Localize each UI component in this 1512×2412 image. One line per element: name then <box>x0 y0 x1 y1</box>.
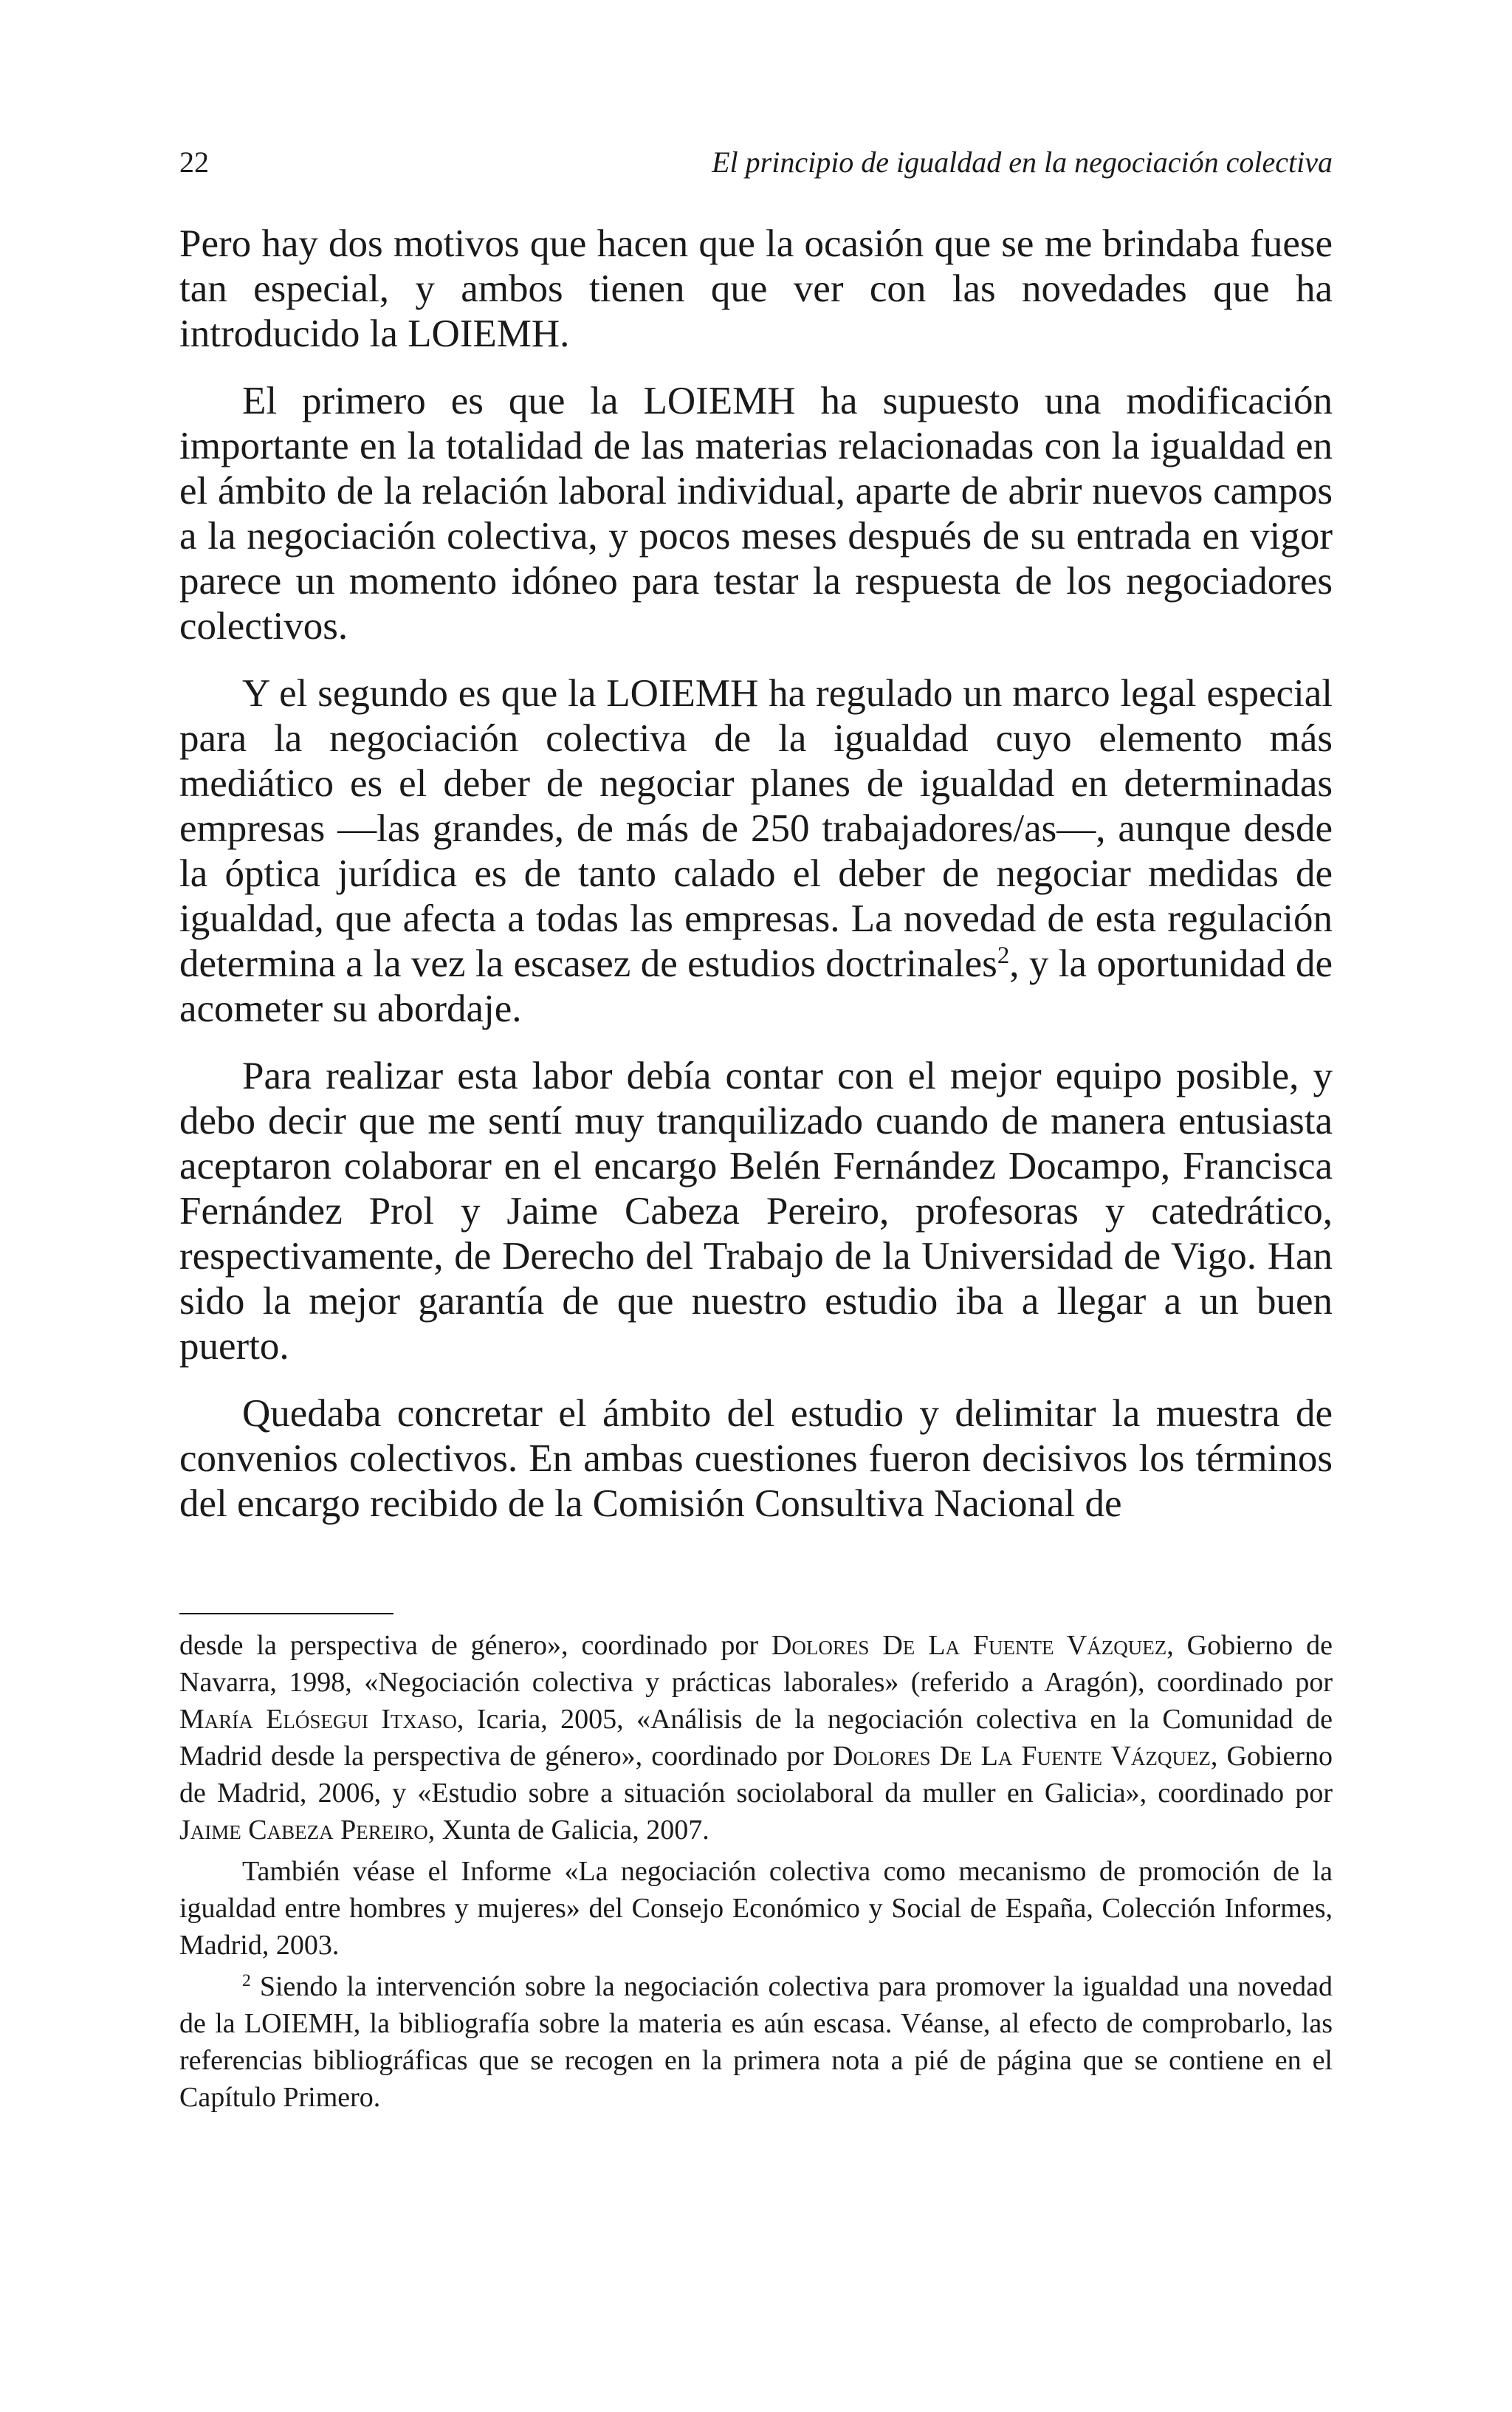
author-name: Jaime Cabeza Pereiro <box>179 1815 428 1846</box>
paragraph-2: El primero es que la LOIEMH ha supuesto una modificación importante en la totalidad de las materias relacionadas con la igualdad en el ámbito de la relación laboral individual, aparte de abrir nuevos campos a la negociación colectiva, y pocos meses después de su entrada en vigor parece un momento idóneo para testar la respuesta de los negociadores colectivos. <box>179 380 1333 648</box>
running-title: El principio de igualdad en la negociación colectiva <box>712 145 1333 179</box>
paragraph-3-text: Y el segundo es que la LOIEMH ha regulado un marco legal especial para la negociación colectiva de la igualdad cuyo elemento más mediático es el deber de negociar planes de igualdad en determinadas empresas —las grandes, de más de 250 trabajadores/as—, aunque desde la óptica jurídica es de tanto calado el deber de negociar medidas de igualdad, que afecta a todas las empresas. La novedad de esta regulación determina a la vez la escasez de estudios doctrinales <box>179 672 1333 985</box>
paragraph-5: Quedaba concretar el ámbito del estudio y delimitar la muestra de convenios colectivos. En ambas cuestiones fueron decisivos los términos del encargo recibido de la Comisión Consultiva Nacional de <box>179 1392 1333 1525</box>
body-text <box>179 222 1333 1549</box>
paragraph-3 <box>179 671 1333 1032</box>
running-head <box>179 140 1333 185</box>
footnote-1-continued <box>179 1627 1333 1849</box>
footnote-number-2: 2 <box>242 1971 251 1991</box>
author-name: Dolores De La Fuente Vázquez <box>771 1630 1167 1661</box>
footnote-1-also-see: También véase el Informe «La negociación colectiva como mecanismo de promoción de la igualdad entre hombres y mujeres» del Consejo Económico y Social de España, Colección Informes, Madrid, 2003. <box>179 1856 1333 1961</box>
footnotes <box>179 1627 1333 2120</box>
footnote-text: , Gobierno de Madrid, 2006, y «Estudio sobre a situación sociolaboral da muller en Galicia», coordinado por <box>179 1741 1333 1809</box>
footnote-text: , Xunta de Galicia, 2007. <box>427 1815 709 1846</box>
paragraph-3-text-end: , y la oportunidad de acometer su abordaje. <box>179 942 1333 1030</box>
footnote-reference-2[interactable]: 2 <box>997 942 1010 969</box>
footnote-separator <box>179 1613 394 1614</box>
author-name: Dolores De La Fuente Vázquez <box>833 1741 1211 1772</box>
paragraph-1: Pero hay dos motivos que hacen que la ocasión que se me brindaba fuese tan especial, y ambos tienen que ver con las novedades que ha introducido la LOIEMH. <box>179 222 1333 355</box>
footnote-text: desde la perspectiva de género», coordinado por <box>179 1630 772 1661</box>
footnote-2-text: Siendo la intervención sobre la negociación colectiva para promover la igualdad una novedad de la LOIEMH, la bibliografía sobre la materia es aún escasa. Véanse, al efecto de comprobarlo, las referencias bibliográficas que se recogen en la primera nota a pié de página que se contiene en el Capítulo Primero. <box>179 1971 1333 2113</box>
footnote-text: , Icaria, 2005, «Análisis de la negociación colectiva en la Comunidad de Madrid desde la perspectiva de género», coordinado por <box>179 1704 1333 1772</box>
footnote-2 <box>179 1968 1333 2116</box>
paragraph-4: Para realizar esta labor debía contar con el mejor equipo posible, y debo decir que me sentí muy tranquilizado cuando de manera entusiasta aceptaron colaborar en el encargo Belén Fernández Docampo, Francisca Fernández Prol y Jaime Cabeza Pereiro, profesoras y catedrático, respectivamente, de Derecho del Trabajo de la Universidad de Vigo. Han sido la mejor garantía de que nuestro estudio iba a llegar a un buen puerto. <box>179 1055 1333 1368</box>
page-number: 22 <box>179 145 209 179</box>
footnote-text: , Gobierno de Navarra, 1998, «Negociación colectiva y prácticas laborales» (referido a Aragón), coordinado por <box>179 1630 1333 1698</box>
author-name: María Elósegui Itxaso <box>179 1704 457 1735</box>
